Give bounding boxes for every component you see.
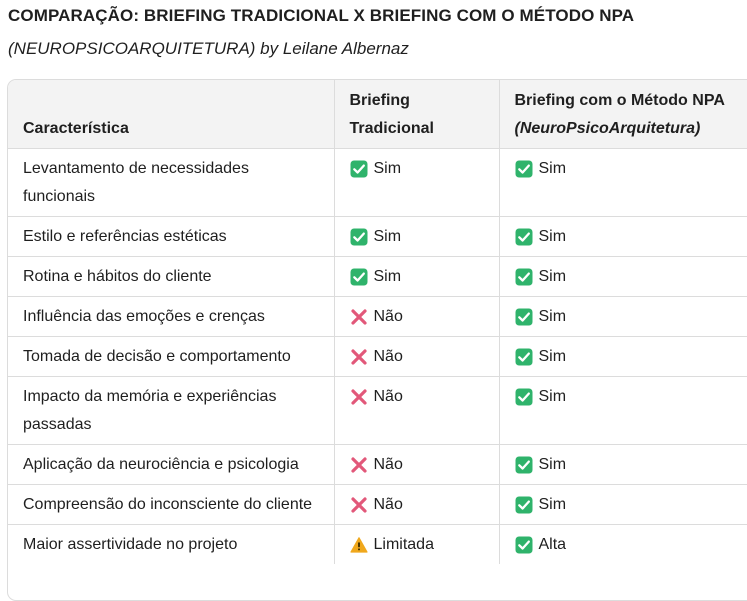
cross-icon bbox=[350, 456, 368, 474]
cross-icon bbox=[350, 348, 368, 366]
check-icon bbox=[515, 348, 533, 366]
header-traditional-line1: Briefing bbox=[350, 87, 485, 115]
table-header bbox=[8, 80, 747, 148]
feature-label: Influência das emoções e crenças bbox=[23, 308, 265, 325]
feature-label: Estilo e referências estéticas bbox=[23, 228, 227, 245]
cross-icon bbox=[350, 496, 368, 514]
traditional-value bbox=[350, 383, 485, 411]
traditional-cell bbox=[334, 376, 499, 444]
feature-cell bbox=[8, 524, 334, 564]
traditional-value bbox=[350, 263, 485, 291]
feature-cell bbox=[8, 336, 334, 376]
table-row bbox=[8, 216, 747, 256]
traditional-cell bbox=[334, 336, 499, 376]
traditional-value-text: Sim bbox=[374, 263, 402, 291]
check-icon bbox=[515, 308, 533, 326]
comparison-table bbox=[8, 80, 747, 564]
traditional-cell bbox=[334, 524, 499, 564]
npa-value bbox=[515, 383, 747, 411]
npa-value bbox=[515, 531, 747, 559]
traditional-cell bbox=[334, 148, 499, 216]
feature-cell bbox=[8, 484, 334, 524]
cross-icon bbox=[350, 308, 368, 326]
traditional-value-text: Não bbox=[374, 303, 403, 331]
npa-cell bbox=[499, 256, 747, 296]
npa-cell bbox=[499, 376, 747, 444]
traditional-value bbox=[350, 343, 485, 371]
traditional-value bbox=[350, 223, 485, 251]
traditional-value-text: Sim bbox=[374, 223, 402, 251]
traditional-value bbox=[350, 303, 485, 331]
table-row bbox=[8, 296, 747, 336]
traditional-value-text: Sim bbox=[374, 155, 402, 183]
comparison-table-container bbox=[7, 79, 747, 601]
table-row bbox=[8, 148, 747, 216]
check-icon bbox=[515, 268, 533, 286]
traditional-cell bbox=[334, 484, 499, 524]
npa-cell bbox=[499, 296, 747, 336]
traditional-value-text: Não bbox=[374, 451, 403, 479]
table-row bbox=[8, 524, 747, 564]
npa-value-text: Alta bbox=[539, 531, 567, 559]
table-row bbox=[8, 376, 747, 444]
header-characteristic bbox=[8, 80, 334, 148]
npa-value bbox=[515, 491, 747, 519]
warning-icon bbox=[350, 536, 368, 554]
npa-value-text: Sim bbox=[539, 303, 567, 331]
feature-label: Levantamento de necessidades funcionais bbox=[23, 160, 249, 205]
check-icon bbox=[515, 160, 533, 178]
feature-label: Compreensão do inconsciente do cliente bbox=[23, 496, 312, 513]
header-npa bbox=[499, 80, 747, 148]
header-characteristic-label: Característica bbox=[23, 120, 129, 137]
npa-value bbox=[515, 155, 747, 183]
feature-cell bbox=[8, 444, 334, 484]
check-icon bbox=[515, 536, 533, 554]
header-npa-line1: Briefing com o Método NPA bbox=[515, 87, 747, 115]
check-icon bbox=[515, 456, 533, 474]
feature-label: Impacto da memória e experiências passadas bbox=[23, 388, 276, 433]
table-row bbox=[8, 444, 747, 484]
npa-value bbox=[515, 303, 747, 331]
cross-icon bbox=[350, 388, 368, 406]
traditional-value-text: Não bbox=[374, 383, 403, 411]
feature-cell bbox=[8, 216, 334, 256]
feature-label: Rotina e hábitos do cliente bbox=[23, 268, 212, 285]
feature-cell bbox=[8, 376, 334, 444]
check-icon bbox=[515, 228, 533, 246]
traditional-value bbox=[350, 491, 485, 519]
feature-label: Maior assertividade no projeto bbox=[23, 536, 237, 553]
npa-value bbox=[515, 223, 747, 251]
traditional-cell bbox=[334, 296, 499, 336]
npa-value bbox=[515, 263, 747, 291]
npa-value-text: Sim bbox=[539, 223, 567, 251]
npa-value-text: Sim bbox=[539, 491, 567, 519]
check-icon bbox=[350, 160, 368, 178]
npa-value-text: Sim bbox=[539, 383, 567, 411]
header-row bbox=[8, 80, 747, 148]
traditional-value bbox=[350, 531, 485, 559]
feature-label: Tomada de decisão e comportamento bbox=[23, 348, 291, 365]
header-npa-line2: (NeuroPsicoArquitetura) bbox=[515, 115, 747, 143]
header-traditional bbox=[334, 80, 499, 148]
npa-value bbox=[515, 451, 747, 479]
check-icon bbox=[350, 228, 368, 246]
header-traditional-line2: Tradicional bbox=[350, 115, 485, 143]
feature-label: Aplicação da neurociência e psicologia bbox=[23, 456, 299, 473]
npa-value-text: Sim bbox=[539, 343, 567, 371]
npa-value bbox=[515, 343, 747, 371]
table-row bbox=[8, 256, 747, 296]
npa-cell bbox=[499, 336, 747, 376]
npa-value-text: Sim bbox=[539, 263, 567, 291]
table-row bbox=[8, 336, 747, 376]
traditional-value bbox=[350, 451, 485, 479]
npa-value-text: Sim bbox=[539, 451, 567, 479]
page-title: COMPARAÇÃO: BRIEFING TRADICIONAL X BRIEFING COM O MÉTODO NPA bbox=[8, 4, 747, 28]
npa-cell bbox=[499, 484, 747, 524]
check-icon bbox=[515, 496, 533, 514]
feature-cell bbox=[8, 296, 334, 336]
traditional-value-text: Não bbox=[374, 491, 403, 519]
traditional-value bbox=[350, 155, 485, 183]
traditional-cell bbox=[334, 216, 499, 256]
traditional-cell bbox=[334, 444, 499, 484]
check-icon bbox=[350, 268, 368, 286]
table-row bbox=[8, 484, 747, 524]
npa-value-text: Sim bbox=[539, 155, 567, 183]
traditional-value-text: Limitada bbox=[374, 531, 434, 559]
npa-cell bbox=[499, 148, 747, 216]
table-body bbox=[8, 148, 747, 564]
check-icon bbox=[515, 388, 533, 406]
feature-cell bbox=[8, 256, 334, 296]
traditional-cell bbox=[334, 256, 499, 296]
feature-cell bbox=[8, 148, 334, 216]
npa-cell bbox=[499, 216, 747, 256]
npa-cell bbox=[499, 524, 747, 564]
npa-cell bbox=[499, 444, 747, 484]
page-subtitle: (NEUROPSICOARQUITETURA) by Leilane Albernaz bbox=[8, 37, 409, 61]
traditional-value-text: Não bbox=[374, 343, 403, 371]
